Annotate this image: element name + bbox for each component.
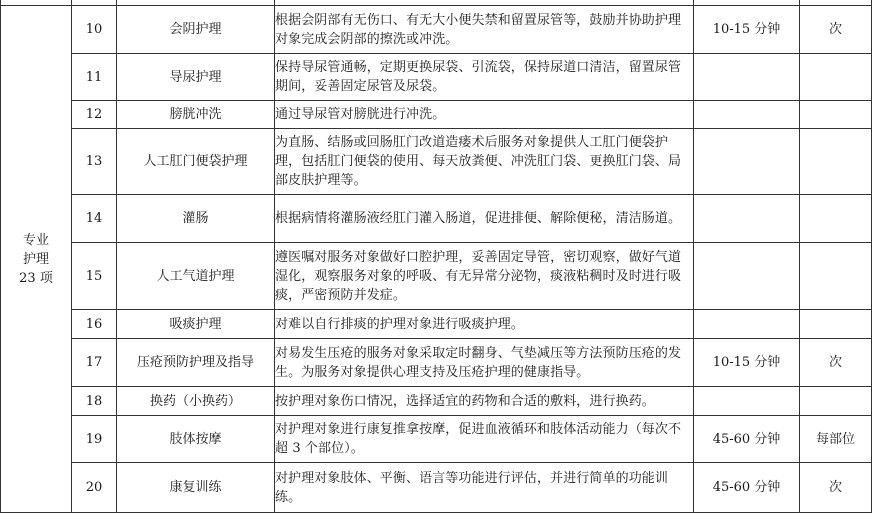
- table-row: [1, 243, 872, 310]
- desc-cell: 对护理对象肢体、平衡、语言等功能进行评估，并进行简单的功能训练。: [275, 463, 694, 513]
- table-row: [1, 387, 872, 416]
- num-cell: 12: [72, 101, 117, 129]
- unit-cell: [800, 387, 872, 416]
- desc-cell: 根据会阴部有无伤口、有无大小便失禁和留置尿管等，鼓励并协助护理对象完成会阴部的擦洗或冲洗。: [275, 6, 694, 54]
- desc-cell: 对难以自行排痰的护理对象进行吸痰护理。: [275, 310, 694, 339]
- unit-cell: [800, 129, 872, 195]
- desc-cell: 为直肠、结肠或回肠肛门改道造瘘术后服务对象提供人工肛门便袋护理，包括肛门便袋的使用、每天放粪便、冲洗肛门袋、更换肛门袋、局部皮肤护理等。: [275, 129, 694, 195]
- category-cell: [1, 6, 72, 513]
- category-line: 23 项: [19, 270, 53, 286]
- name-cell: 人工气道护理: [117, 243, 275, 310]
- num-cell: 11: [72, 54, 117, 101]
- time-cell: 10-15 分钟: [694, 6, 800, 54]
- desc-cell: 对护理对象进行康复推拿按摩，促进血液循环和肢体活动能力（每次不超 3 个部位）。: [275, 416, 694, 463]
- desc-cell: 对易发生压疮的服务对象采取定时翻身、气垫减压等方法预防压疮的发生。为服务对象提供心理支持及压疮护理的健康指导。: [275, 339, 694, 387]
- desc-cell: 通过导尿管对膀胱进行冲洗。: [275, 101, 694, 129]
- unit-cell: 次: [800, 339, 872, 387]
- time-cell: [694, 387, 800, 416]
- time-cell: [694, 129, 800, 195]
- name-cell: 人工肛门便袋护理: [117, 129, 275, 195]
- table-row: [1, 416, 872, 463]
- unit-cell: 次: [800, 6, 872, 54]
- table-row: [1, 101, 872, 129]
- table-row: [1, 54, 872, 101]
- num-cell: 16: [72, 310, 117, 339]
- unit-cell: [800, 101, 872, 129]
- unit-cell: [800, 195, 872, 243]
- name-cell: 导尿护理: [117, 54, 275, 101]
- time-cell: 45-60 分钟: [694, 463, 800, 513]
- time-cell: [694, 310, 800, 339]
- desc-cell: 保持导尿管通畅，定期更换尿袋、引流袋，保持尿道口清洁，留置尿管期间，妥善固定尿管及尿袋。: [275, 54, 694, 101]
- time-cell: [694, 195, 800, 243]
- desc-cell: 按护理对象伤口情况，选择适宜的药物和合适的敷料，进行换药。: [275, 387, 694, 416]
- num-cell: 19: [72, 416, 117, 463]
- unit-cell: [800, 243, 872, 310]
- num-cell: 20: [72, 463, 117, 513]
- time-cell: [694, 54, 800, 101]
- time-cell: [694, 243, 800, 310]
- num-cell: 10: [72, 6, 117, 54]
- name-cell: 换药（小换药）: [117, 387, 275, 416]
- time-cell: [694, 101, 800, 129]
- name-cell: 肢体按摩: [117, 416, 275, 463]
- num-cell: 17: [72, 339, 117, 387]
- table-row: [1, 129, 872, 195]
- table-row: [1, 310, 872, 339]
- unit-cell: [800, 54, 872, 101]
- category-line: 专业: [22, 232, 49, 248]
- name-cell: 吸痰护理: [117, 310, 275, 339]
- unit-cell: [800, 310, 872, 339]
- unit-cell: 次: [800, 463, 872, 513]
- table-row: [1, 463, 872, 513]
- table-row: [1, 195, 872, 243]
- desc-cell: 根据病情将灌肠液经肛门灌入肠道，促进排便、解除便秘，清洁肠道。: [275, 195, 694, 243]
- name-cell: 会阴护理: [117, 6, 275, 54]
- name-cell: 压疮预防护理及指导: [117, 339, 275, 387]
- num-cell: 18: [72, 387, 117, 416]
- num-cell: 15: [72, 243, 117, 310]
- num-cell: 14: [72, 195, 117, 243]
- name-cell: 膀胱冲洗: [117, 101, 275, 129]
- num-cell: 13: [72, 129, 117, 195]
- table-row: [1, 339, 872, 387]
- time-cell: 10-15 分钟: [694, 339, 800, 387]
- time-cell: 45-60 分钟: [694, 416, 800, 463]
- name-cell: 灌肠: [117, 195, 275, 243]
- table-row: [1, 6, 872, 54]
- desc-cell: 遵医嘱对服务对象做好口腔护理，妥善固定导管，密切观察，做好气道湿化，观察服务对象的呼吸、有无异常分泌物，痰液粘稠时及时进行吸痰，严密预防并发症。: [275, 243, 694, 310]
- category-line: 护理: [22, 251, 49, 267]
- unit-cell: 每部位: [800, 416, 872, 463]
- name-cell: 康复训练: [117, 463, 275, 513]
